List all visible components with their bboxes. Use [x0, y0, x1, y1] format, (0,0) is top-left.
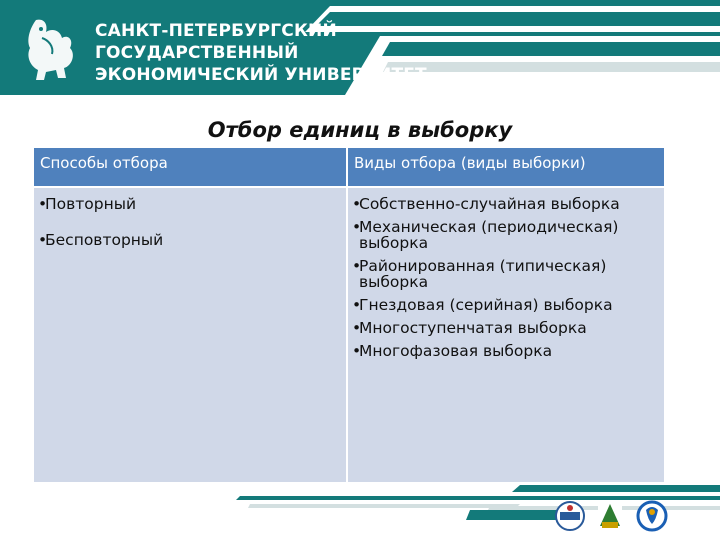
list-item: [352, 320, 660, 336]
bullet-icon: •: [352, 342, 362, 360]
list-item: [352, 219, 660, 251]
university-name-line-3: ЭКОНОМИЧЕСКИЙ УНИВЕРСИТЕТ: [95, 65, 427, 85]
partner-logo-2-icon: [598, 502, 622, 530]
table-header-methods: Способы отбора: [34, 148, 348, 186]
bullet-icon: •: [38, 231, 48, 249]
university-name: [95, 20, 427, 86]
list-item: [38, 196, 342, 212]
list-item: [38, 232, 342, 248]
type-simple-random: Собственно-случайная выборка: [359, 195, 620, 213]
partner-logo-1-icon: [556, 502, 584, 530]
bullet-icon: •: [352, 218, 362, 236]
method-repeated: Повторный: [45, 195, 137, 213]
table-header-row: [34, 148, 664, 186]
type-cluster: Гнездовая (серийная) выборка: [359, 296, 613, 314]
list-item: [352, 343, 660, 359]
bullet-icon: •: [352, 319, 362, 337]
list-item: [352, 297, 660, 313]
table-row: [34, 186, 664, 482]
type-multiphase: Многофазовая выборка: [359, 342, 553, 360]
griffin-emblem-icon: [22, 14, 86, 86]
list-item: [352, 258, 660, 290]
partner-logo-3-icon: [638, 502, 666, 530]
bullet-icon: •: [352, 257, 362, 275]
table-header-types: Виды отбора (виды выборки): [348, 148, 664, 186]
method-non-repeated: Бесповторный: [45, 231, 164, 249]
slide-title: Отбор единиц в выборку: [207, 118, 513, 142]
table-cell-types: [348, 186, 664, 482]
bullet-icon: •: [38, 195, 48, 213]
type-stratified: Районированная (типическая) выборка: [359, 257, 607, 291]
table-cell-methods: [34, 186, 348, 482]
partner-logos: [552, 498, 672, 534]
sampling-table: [34, 148, 664, 482]
bullet-icon: •: [352, 296, 362, 314]
list-item: [352, 196, 660, 212]
university-name-line-1: САНКТ-ПЕТЕРБУРГСКИЙ: [95, 21, 337, 41]
university-name-line-2: ГОСУДАРСТВЕННЫЙ: [95, 43, 299, 63]
type-mechanical: Механическая (периодическая) выборка: [359, 218, 619, 252]
type-multistage: Многоступенчатая выборка: [359, 319, 587, 337]
bullet-icon: •: [352, 195, 362, 213]
